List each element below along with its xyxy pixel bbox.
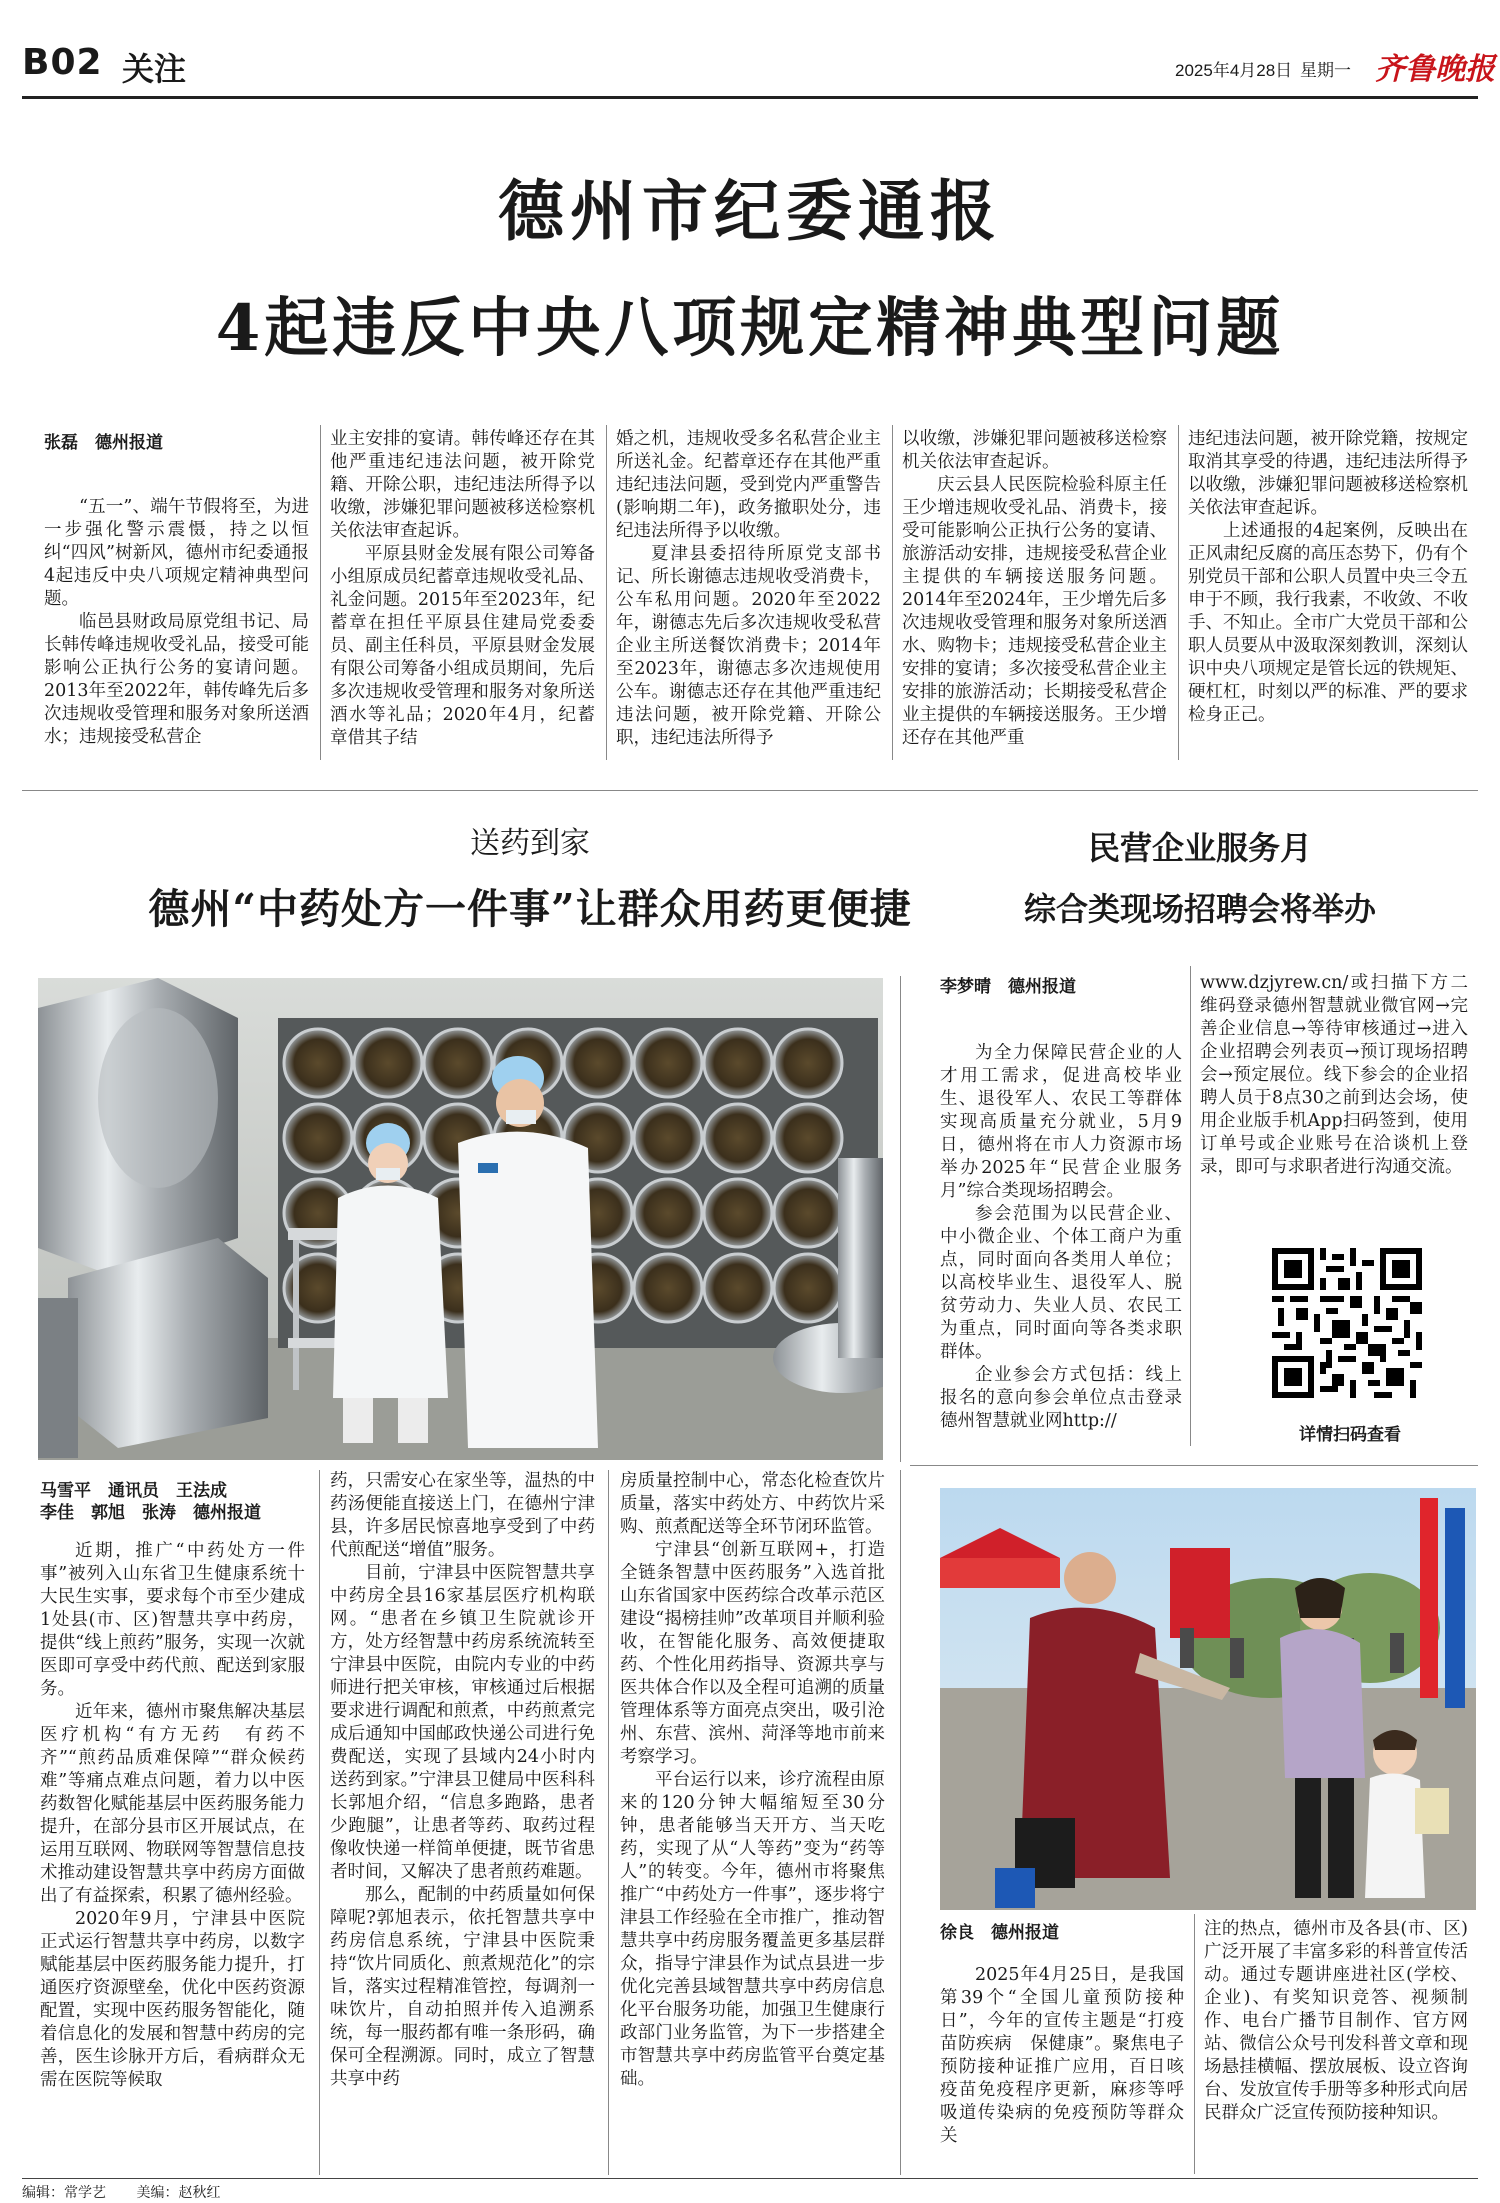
article4-column-1: [940, 1964, 1184, 2170]
vaccination-event-photo: [940, 1488, 1476, 1910]
column-divider: [1190, 966, 1191, 1446]
qr-caption: 详情扫码查看: [1299, 1425, 1401, 1445]
section-divider: [910, 1465, 1478, 1466]
paragraph: 庆云县人民医院检验科原主任王少增违规收受礼品、消费卡，接受可能影响公正执行公务的宴请、旅游活动安排，违规接受私营企业主提供的车辆接送服务问题。2014年至2024年，王少增先后多次违规收受管理和服务对象所送酒水、购物卡；违规接受私营企业主安排的宴请；多次接受私营企业主安排的旅游活动；长期接受私营企业主提供的车辆接送服务。王少增还存在其他严重: [902, 475, 1167, 748]
article1-headline-line1: 德州市纪委通报: [498, 172, 1002, 250]
article2-kicker: 送药到家: [470, 826, 590, 861]
article1-byline: 张磊 德州报道: [44, 433, 163, 453]
paragraph: 违纪违法问题，被开除党籍，按规定取消其享受的待遇，违纪违法所得予以收缴，涉嫌犯罪问题被移送检察机关依法审查起诉。: [1188, 429, 1468, 518]
article2-column-1: [40, 1540, 305, 2172]
article3-column-1: [940, 1042, 1182, 1442]
editor-credit: 编辑：常学艺: [22, 2185, 106, 2201]
article1-headline-line2: 4起违反中央八项规定精神典型问题: [215, 291, 1285, 366]
page-code: B02: [22, 42, 103, 83]
paragraph: 夏津县委招待所原党支部书记、所长谢德志违规收受消费卡，公车私用问题。2020年至2022年，谢德志先后多次违规收受私营企业主所送餐饮消费卡；2014年至2023年，谢德志多次违规使用公车。谢德志还存在其他严重违纪违法问题，被开除党籍、开除公职，违纪违法所得予: [616, 544, 881, 748]
paragraph: 婚之机，违规收受多名私营企业主所送礼金。纪蓄章还存在其他严重违纪违法问题，受到党内严重警告(影响期二年)，政务撤职处分，违纪违法所得予以收缴。: [616, 429, 881, 541]
article2-column-3: [620, 1470, 885, 2172]
paragraph: 注的热点，德州市及各县(市、区)广泛开展了丰富多彩的科普宣传活动。通过专题讲座进社区(学校、企业)、有奖知识竞答、视频制作、电台广播节目制作、官方网站、微信公众号刊发科普文章和现场悬挂横幅、摆放展板、设立咨询台、发放宣传手册等多种形式向居民群众广泛宣传预防接种知识。: [1204, 1919, 1468, 2123]
article4-column-2: [1204, 1918, 1468, 2170]
paragraph: 那么，配制的中药质量如何保障呢?郭旭表示，依托智慧共享中药房信息系统，宁津县中医院秉持“饮片同质化、煎煮规范化”的宗旨，落实过程精准管控，每调剂一味饮片，自动拍照并传入追溯系统，每一服药都有唯一条形码，确保可全程溯源。同时，成立了智慧共享中药: [330, 1885, 595, 2089]
paragraph: 房质量控制中心，常态化检查饮片质量，落实中药处方、中药饮片采购、煎煮配送等全环节闭环监管。: [620, 1471, 885, 1537]
paragraph: 2020年9月，宁津县中医院正式运行智慧共享中药房，以数字赋能基层中医药服务能力提升，打通医疗资源壁垒，优化中医药资源配置，实现中医药服务智能化，随着信息化的发展和智慧中药房的完善，医生诊脉开方后，看病群众无需在医院等候取: [40, 1909, 305, 2090]
paragraph: 企业参会方式包括：线上报名的意向参会单位点击登录德州智慧就业网http://: [940, 1365, 1182, 1431]
paragraph: 药，只需安心在家坐等，温热的中药汤便能直接送上门，在德州宁津县，许多居民惊喜地享受到了中药代煎配送“增值”服务。: [330, 1471, 595, 1560]
paragraph: 以收缴，涉嫌犯罪问题被移送检察机关依法审查起诉。: [902, 429, 1167, 472]
article1-column-5: [1188, 428, 1468, 758]
recruitment-qr-code[interactable]: [1272, 1248, 1422, 1398]
issue-weekday: 星期一: [1300, 61, 1351, 80]
column-divider: [606, 425, 607, 760]
paragraph: 近年来，德州市聚焦解决基层医疗机构“有方无药 有药不齐”“煎药品质难保障”“群众候药难”等痛点难点问题，着力以中医药数智化赋能基层中医药服务能力提升，在部分县市区开展试点，在运用互联网、物联网等智慧信息技术推动建设智慧共享中药房方面做出了有益探索，积累了德州经验。: [40, 1702, 305, 1906]
column-divider: [1194, 1914, 1195, 2174]
column-divider: [608, 1470, 609, 2175]
paragraph: 上述通报的4起案例，反映出在正风肃纪反腐的高压态势下，仍有个别党员干部和公职人员置中央三令五申于不顾，我行我素，不收敛、不收手、不知止。全市广大党员干部和公职人员要从中汲取深刻教训，深刻认识中央八项规定是管长远的铁规矩、硬杠杠，时刻以严的标准、严的要求检身正己。: [1188, 521, 1468, 725]
article3-title: 综合类现场招聘会将举办: [1023, 890, 1376, 928]
column-divider: [320, 425, 321, 760]
article2-byline-line2: 李佳 郭旭 张涛 德州报道: [40, 1503, 261, 1523]
newspaper-logo: 齐鲁晚报: [1375, 52, 1495, 87]
section-divider: [22, 790, 1478, 791]
paragraph: www.dzjyrew.cn/或扫描下方二维码登录德州智慧就业微官网→完善企业信息→等待审核通过→进入企业招聘会列表页→预订现场招聘会→预定展位。线下参会的企业招聘人员于8点30之前到达会场，使用企业版手机App扫码签到，使用订单号或企业账号在洽谈机上登录，即可与求职者进行沟通交流。: [1200, 973, 1468, 1177]
article1-column-2: [330, 428, 595, 758]
paragraph: 目前，宁津县中医院智慧共享中药房全县16家基层医疗机构联网。“患者在乡镇卫生院就诊开方，处方经智慧中药房系统流转至宁津县中医院，由院内专业的中药师进行把关审核，审核通过后根据要求进行调配和煎煮，中药煎煮完成后通知中国邮政快递公司进行免费配送，实现了县域内24小时内送药到家。”宁津县卫健局中医科科长郭旭介绍，“信息多跑路，患者少跑腿”，让患者等药、取药过程像收快递一样简单便捷，既节省患者时间，又解决了患者煎药难题。: [330, 1563, 595, 1882]
footer-credits: [22, 2182, 246, 2202]
article1-column-1: [44, 496, 309, 758]
paragraph: 平原县财金发展有限公司筹备小组原成员纪蓄章违规收受礼品、礼金问题。2015年至2023年，纪蓄章在担任平原县住建局党委委员、副主任科员，平原县财金发展有限公司筹备小组成员期间，先后多次违规收受管理和服务对象所送酒水等礼品；2020年4月，纪蓄章借其子结: [330, 544, 595, 748]
paragraph: 近期，推广“中药处方一件事”被列入山东省卫生健康系统十大民生实事，要求每个市至少建成1处县(市、区)智慧共享中药房，提供“线上煎药”服务，实现一次就医即可享受中药代煎、配送到家服务。: [40, 1541, 305, 1699]
section-name: 关注: [122, 50, 187, 88]
pharmacy-photo: [38, 978, 883, 1460]
article3-byline: 李梦晴 德州报道: [940, 977, 1076, 997]
paragraph: 平台运行以来，诊疗流程由原来的120分钟大幅缩短至30分钟，患者能够当天开方、当天吃药，实现了从“人等药”变为“药等人”的转变。今年，德州市将聚焦推广“中药处方一件事”，逐步将宁津县工作经验在全市推广，推动智慧共享中药房服务覆盖更多基层群众，指导宁津县作为试点县进一步优化完善县域智慧共享中药房信息化平台服务功能，加强卫生健康行政部门业务监管，为下一步搭建全市智慧共享中药房监管平台奠定基础。: [620, 1770, 885, 2089]
column-divider: [900, 1470, 901, 2175]
article1-column-3: [616, 428, 881, 758]
column-divider: [1178, 425, 1179, 760]
paragraph: 宁津县“创新互联网+，打造全链条智慧中医药服务”入选首批山东省国家中医药综合改革示范区建设“揭榜挂帅”改革项目并顺利验收，在智能化服务、高效便捷取药、个性化用药指导、资源共享与医共体合作以及全程可追溯的质量管理体系等方面亮点突出，吸引沧州、东营、滨州、菏泽等地市前来考察学习。: [620, 1540, 885, 1767]
article3-kicker: 民营企业服务月: [1087, 829, 1312, 867]
article2-title: 德州“中药处方一件事”让群众用药更便捷: [148, 885, 912, 933]
paragraph: 2025年4月25日，是我国第39个“全国儿童预防接种日”，今年的宣传主题是“打疫苗防疾病 保健康”。聚焦电子预防接种证推广应用，百日咳疫苗免疫程序更新，麻疹等呼吸道传染病的免疫预防等群众关: [940, 1965, 1184, 2146]
art-editor-credit: 美编：赵秋红: [136, 2185, 221, 2201]
footer-rule: [22, 2178, 1478, 2179]
paragraph: “五一”、端午节假将至，为进一步强化警示震慑，持之以恒纠“四风”树新风，德州市纪委通报4起违反中央八项规定精神典型问题。: [44, 497, 309, 609]
paragraph: 参会范围为以民营企业、中小微企业、个体工商户为重点，同时面向各类用人单位；以高校毕业生、退役军人、脱贫劳动力、失业人员、农民工为重点，同时面向等各类求职群体。: [940, 1204, 1182, 1362]
article4-byline: 徐良 德州报道: [940, 1923, 1059, 1943]
paragraph: 临邑县财政局原党组书记、局长韩传峰违规收受礼品，接受可能影响公正执行公务的宴请问题。2013年至2022年，韩传峰先后多次违规收受管理和服务对象所送酒水；违规接受私营企: [44, 612, 309, 747]
paragraph: 业主安排的宴请。韩传峰还存在其他严重违纪违法问题，被开除党籍、开除公职，违纪违法所得予以收缴，涉嫌犯罪问题被移送检察机关依法审查起诉。: [330, 429, 595, 541]
column-divider: [900, 976, 901, 1462]
paragraph: 为全力保障民营企业的人才用工需求，促进高校毕业生、退役军人、农民工等群体实现高质量充分就业，5月9日，德州将在市人力资源市场举办2025年“民营企业服务月”综合类现场招聘会。: [940, 1043, 1182, 1201]
article3-column-2: [1200, 972, 1468, 1210]
article2-column-2: [330, 1470, 595, 2172]
column-divider: [892, 425, 893, 760]
header-rule: [22, 96, 1478, 99]
article2-byline-line1: 马雪平 通讯员 王法成: [40, 1481, 227, 1501]
column-divider: [319, 1470, 320, 2175]
article1-column-4: [902, 428, 1167, 758]
issue-date: 2025年4月28日: [1175, 61, 1293, 80]
